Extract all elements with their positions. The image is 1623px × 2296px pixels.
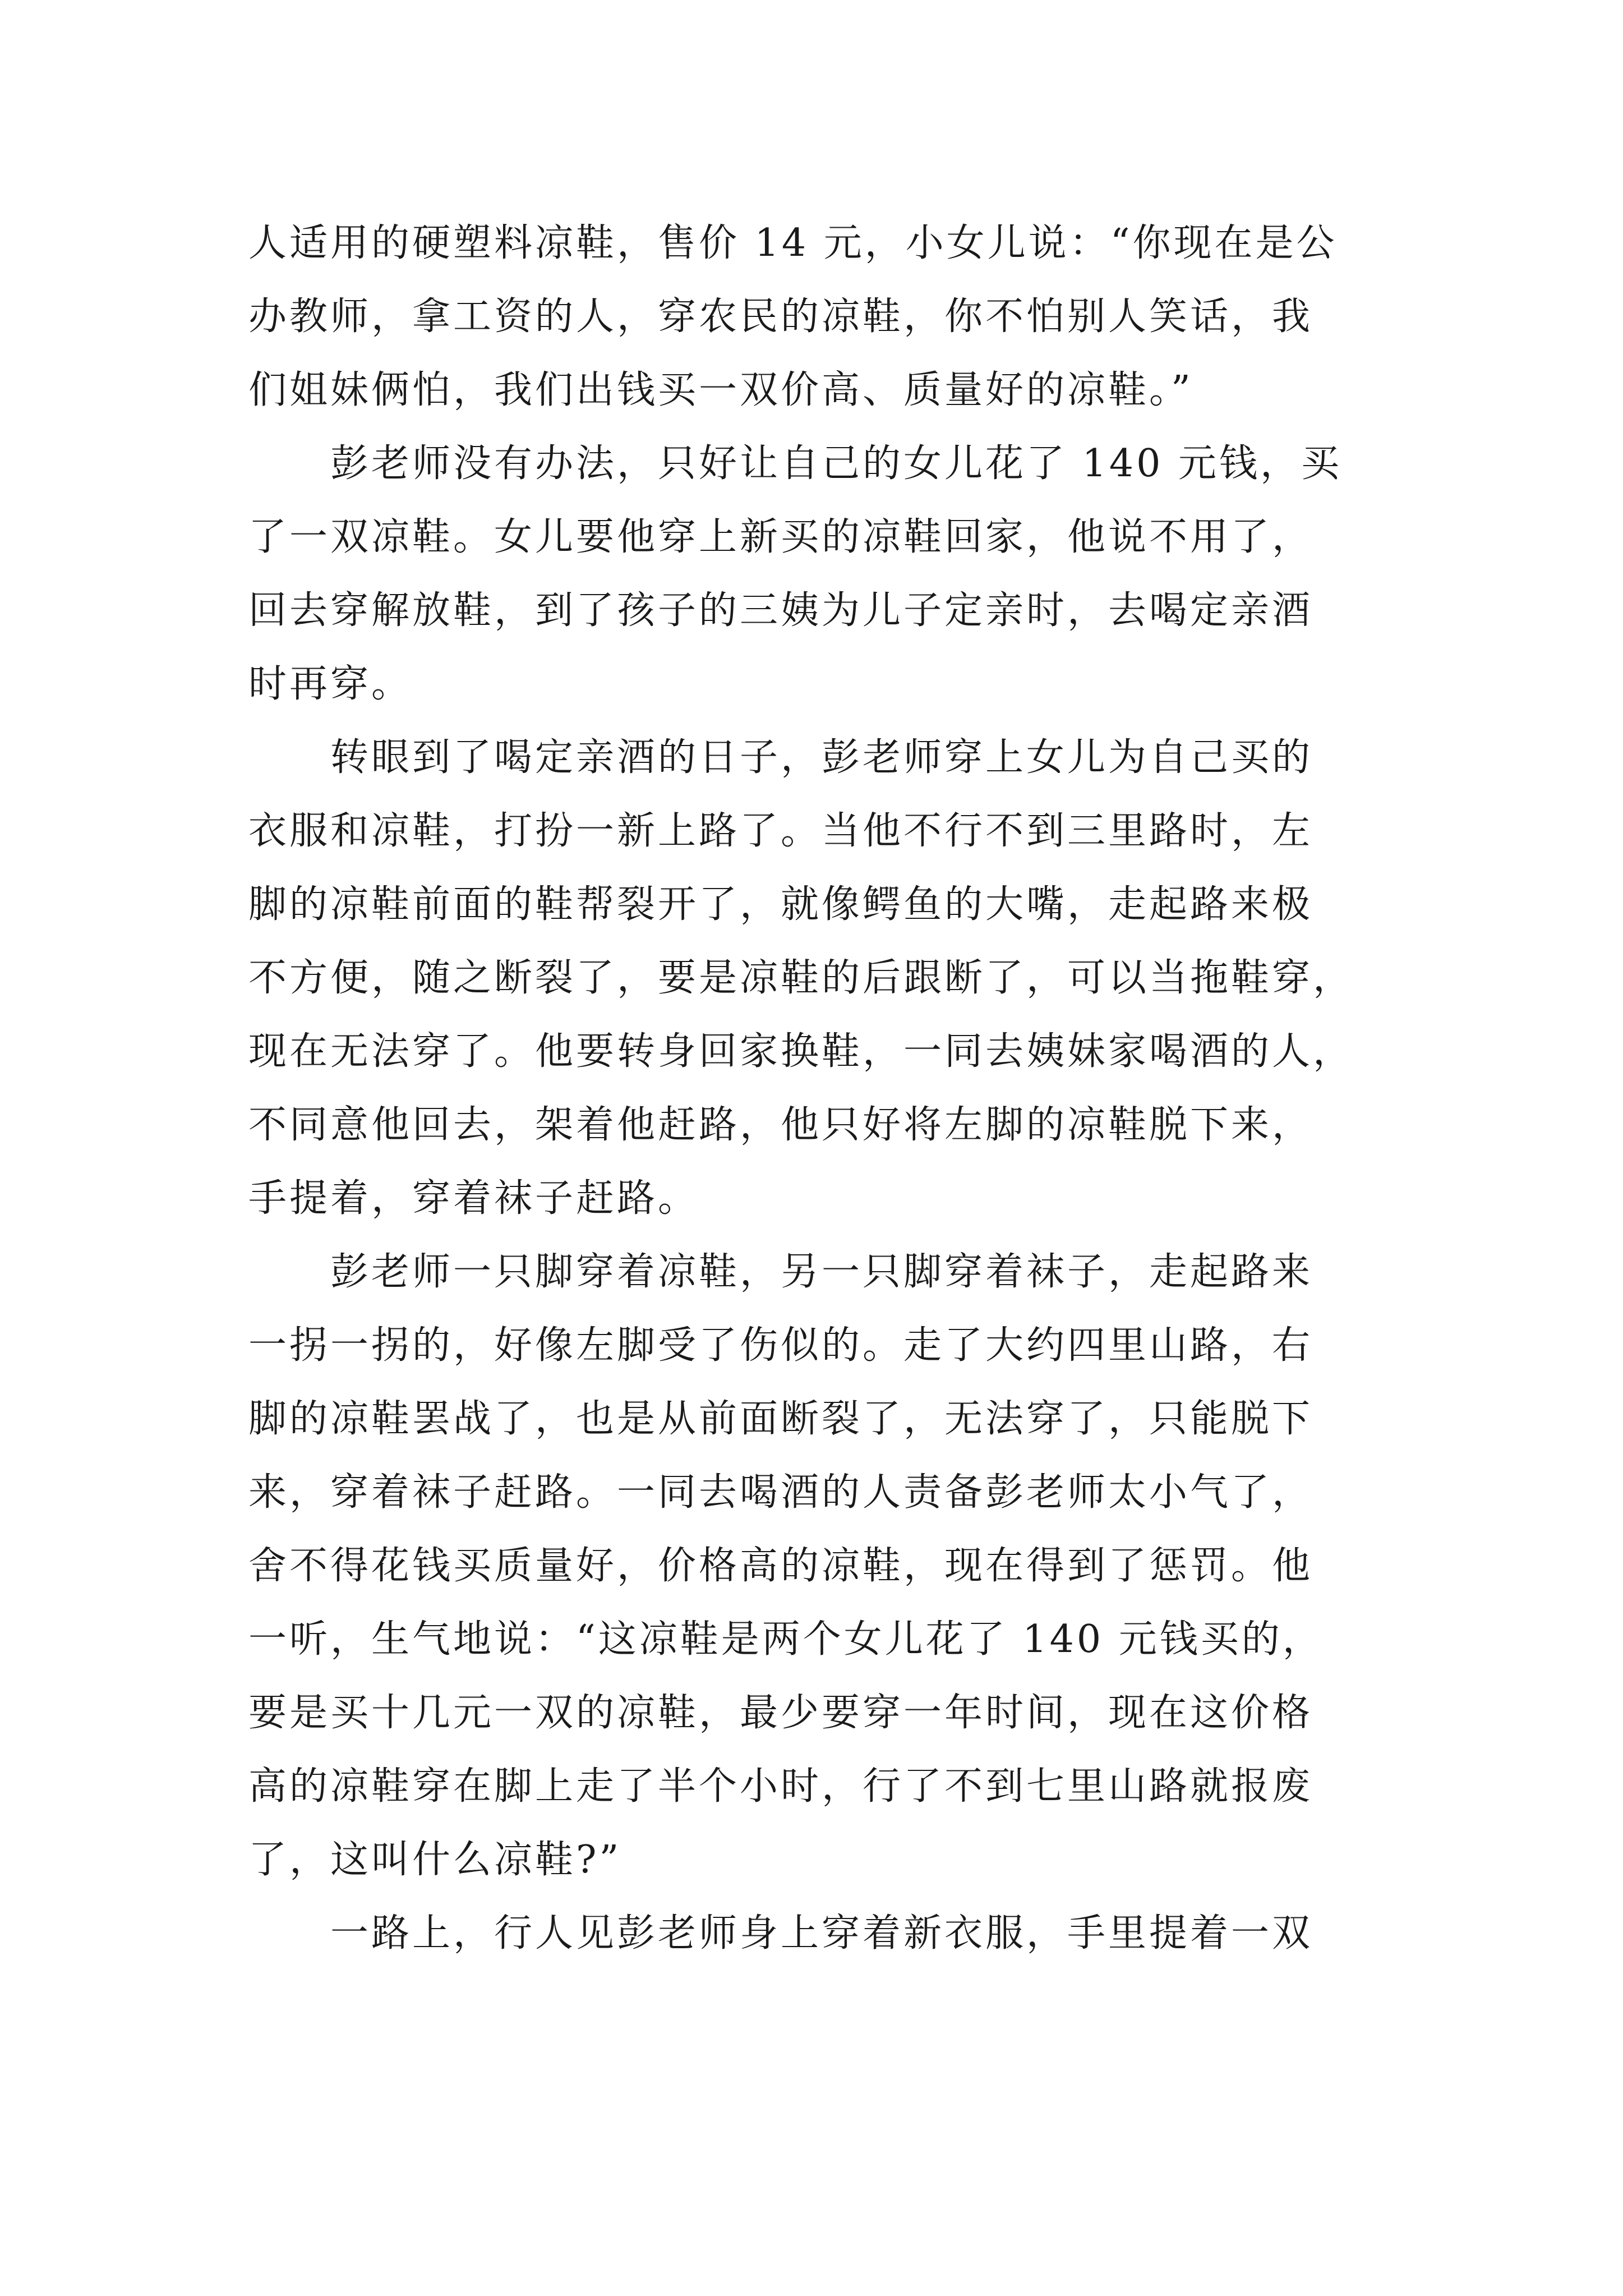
text-line: 衣服和凉鞋，打扮一新上路了。当他不行不到三里路时，左 — [248, 809, 1313, 853]
text-line: 手提着，穿着袜子赶路。 — [248, 1176, 699, 1221]
paragraph-first-line: 彭老师没有办法，只好让自己的女儿花了 140 元钱，买 — [330, 441, 1343, 486]
text-line: 要是买十几元一双的凉鞋，最少要穿一年时间，现在这价格 — [248, 1691, 1313, 1735]
text-line: 不方便，随之断裂了，要是凉鞋的后跟断了，可以当拖鞋穿， — [248, 956, 1354, 1000]
paragraph-first-line: 转眼到了喝定亲酒的日子，彭老师穿上女儿为自己买的 — [330, 735, 1313, 780]
text-line: 回去穿解放鞋，到了孩子的三姨为儿子定亲时，去喝定亲酒 — [248, 588, 1313, 633]
text-line: 不同意他回去，架着他赶路，他只好将左脚的凉鞋脱下来， — [248, 1103, 1313, 1147]
text-line: 高的凉鞋穿在脚上走了半个小时，行了不到七里山路就报废 — [248, 1764, 1313, 1809]
text-line: 脚的凉鞋罢战了，也是从前面断裂了，无法穿了，只能脱下 — [248, 1397, 1313, 1441]
text-line: 脚的凉鞋前面的鞋帮裂开了，就像鳄鱼的大嘴，走起路来极 — [248, 882, 1313, 927]
text-line: 人适用的硬塑料凉鞋，售价 14 元，小女儿说：“你现在是公 — [248, 221, 1338, 265]
text-line: 一拐一拐的，好像左脚受了伤似的。走了大约四里山路，右 — [248, 1323, 1313, 1368]
text-line: 办教师，拿工资的人，穿农民的凉鞋，你不怕别人笑话，我 — [248, 295, 1313, 339]
paragraph-first-line: 一路上，行人见彭老师身上穿着新衣服，手里提着一双 — [330, 1911, 1313, 1955]
text-line: 时再穿。 — [248, 662, 413, 706]
text-line: 来，穿着袜子赶路。一同去喝酒的人责备彭老师太小气了， — [248, 1470, 1313, 1515]
paragraph-first-line: 彭老师一只脚穿着凉鞋，另一只脚穿着袜子，走起路来 — [330, 1250, 1313, 1294]
text-line: 了，这叫什么凉鞋?” — [248, 1838, 622, 1882]
text-line: 了一双凉鞋。女儿要他穿上新买的凉鞋回家，他说不用了， — [248, 515, 1313, 559]
document-body — [248, 206, 1384, 1970]
text-line: 一听，生气地说：“这凉鞋是两个女儿花了 140 元钱买的， — [248, 1617, 1324, 1662]
text-line: 们姐妹俩怕，我们出钱买一双价高、质量好的凉鞋。” — [248, 368, 1193, 412]
text-line: 舍不得花钱买质量好，价格高的凉鞋，现在得到了惩罚。他 — [248, 1544, 1313, 1588]
text-line: 现在无法穿了。他要转身回家换鞋，一同去姨妹家喝酒的人， — [248, 1029, 1354, 1074]
